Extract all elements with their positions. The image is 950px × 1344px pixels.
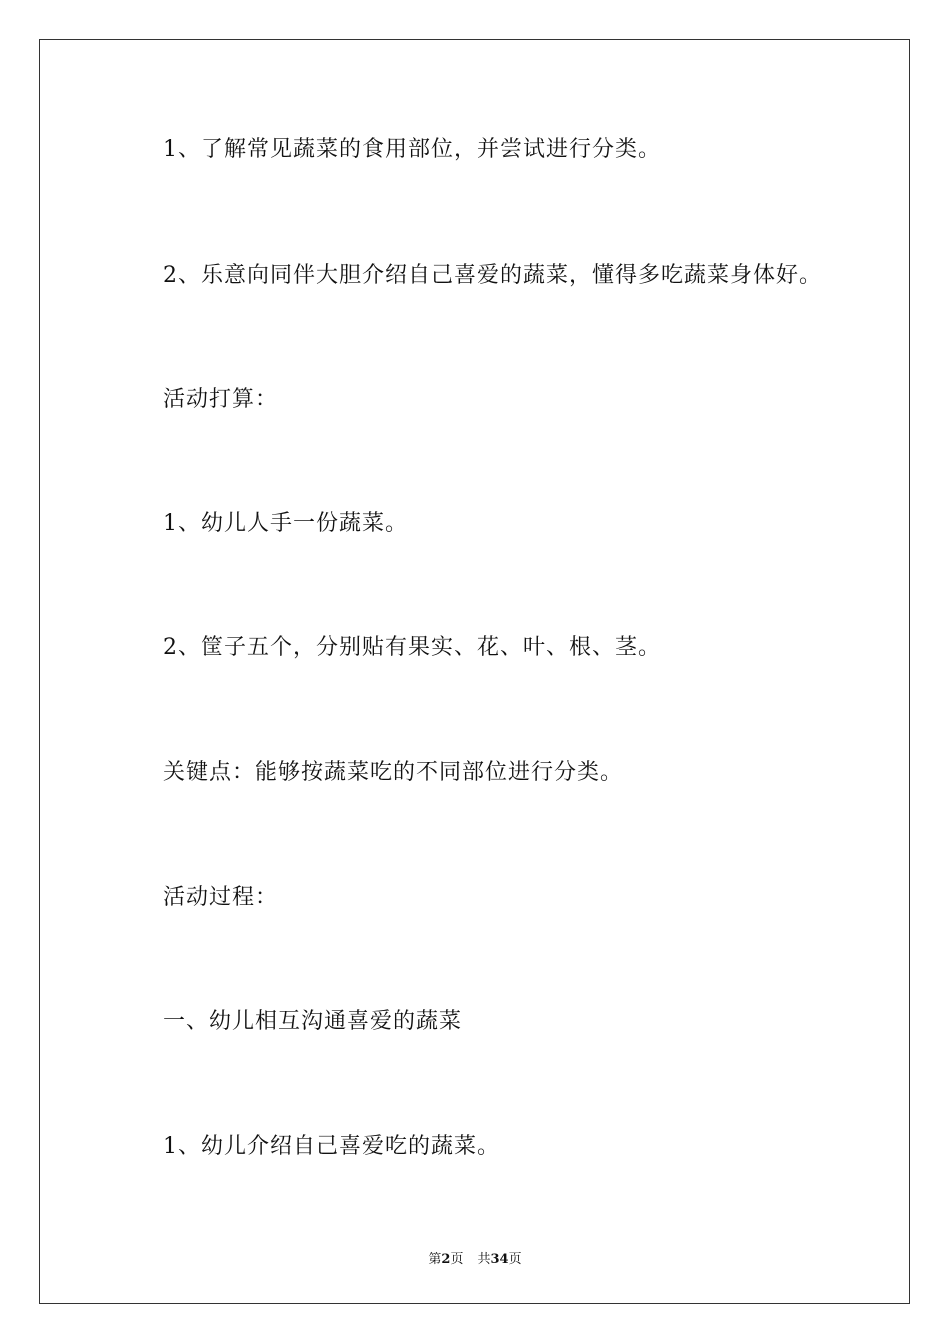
heading-preparation: 活动打算： bbox=[163, 387, 279, 412]
page-border bbox=[39, 39, 910, 1304]
paragraph-step-1-1: 1、幼儿介绍自己喜爱吃的蔬菜。 bbox=[163, 1134, 500, 1159]
paragraph-goal-1: 1、了解常见蔬菜的食用部位，并尝试进行分类。 bbox=[163, 137, 661, 162]
footer-page-suffix: 页 bbox=[450, 1252, 464, 1267]
heading-step-1: 一、幼儿相互沟通喜爱的蔬菜 bbox=[163, 1009, 463, 1034]
heading-process: 活动过程： bbox=[163, 885, 279, 910]
footer-total-suffix: 页 bbox=[508, 1252, 522, 1267]
page-footer bbox=[0, 1248, 950, 1267]
paragraph-preparation-1: 1、幼儿人手一份蔬菜。 bbox=[163, 511, 408, 536]
paragraph-goal-2: 2、乐意向同伴大胆介绍自己喜爱的蔬菜，懂得多吃蔬菜身体好。 bbox=[163, 263, 822, 288]
footer-page-number: 2 bbox=[441, 1252, 451, 1267]
footer-page-prefix: 第 bbox=[428, 1252, 442, 1267]
footer-total-pages: 34 bbox=[490, 1252, 509, 1267]
paragraph-preparation-2: 2、筐子五个，分别贴有果实、花、叶、根、茎。 bbox=[163, 635, 661, 660]
footer-total-prefix: 共 bbox=[477, 1252, 491, 1267]
paragraph-key-point: 关键点：能够按蔬菜吃的不同部位进行分类。 bbox=[163, 760, 624, 785]
